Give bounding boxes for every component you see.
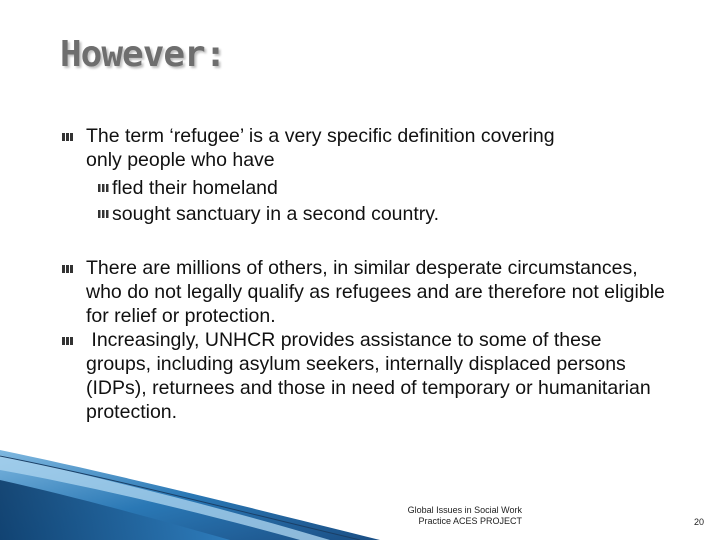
footer-line-2: Practice ACES PROJECT — [418, 516, 522, 526]
footer-text — [360, 505, 522, 527]
sub-bullet-text-2: sought sanctuary in a second country. — [112, 203, 439, 225]
page-number: 20 — [693, 517, 704, 527]
slide-title: However: — [60, 34, 226, 75]
sub-bullet-item-1 — [98, 176, 618, 200]
square-bullet-icon — [62, 265, 74, 273]
bullet-text-1: The term ‘refugee’ is a very specific definition covering only people who have — [86, 125, 555, 171]
arrow-bullet-icon — [98, 184, 109, 192]
square-bullet-icon — [62, 133, 74, 141]
square-bullet-icon — [62, 337, 74, 345]
sub-bullet-item-2 — [98, 202, 618, 226]
footer-line-1: Global Issues in Social Work — [407, 505, 522, 515]
bullet-item-1 — [62, 124, 662, 172]
bullet-text-2: There are millions of others, in similar desperate circumstances, who do not legally qualify as refugees and are therefore not eligible for relief or protection. — [86, 257, 665, 327]
arrow-bullet-icon — [98, 210, 109, 218]
bullet-text-3: Increasingly, UNHCR provides assistance to some of these groups, including asylum seekers, internally displaced persons (IDPs), returnees and those in need of temporary or humanitarian protection. — [86, 329, 657, 423]
bullet-item-3 — [62, 328, 662, 424]
sub-bullet-text-1: fled their homeland — [112, 177, 278, 199]
bullet-item-2 — [62, 256, 665, 328]
